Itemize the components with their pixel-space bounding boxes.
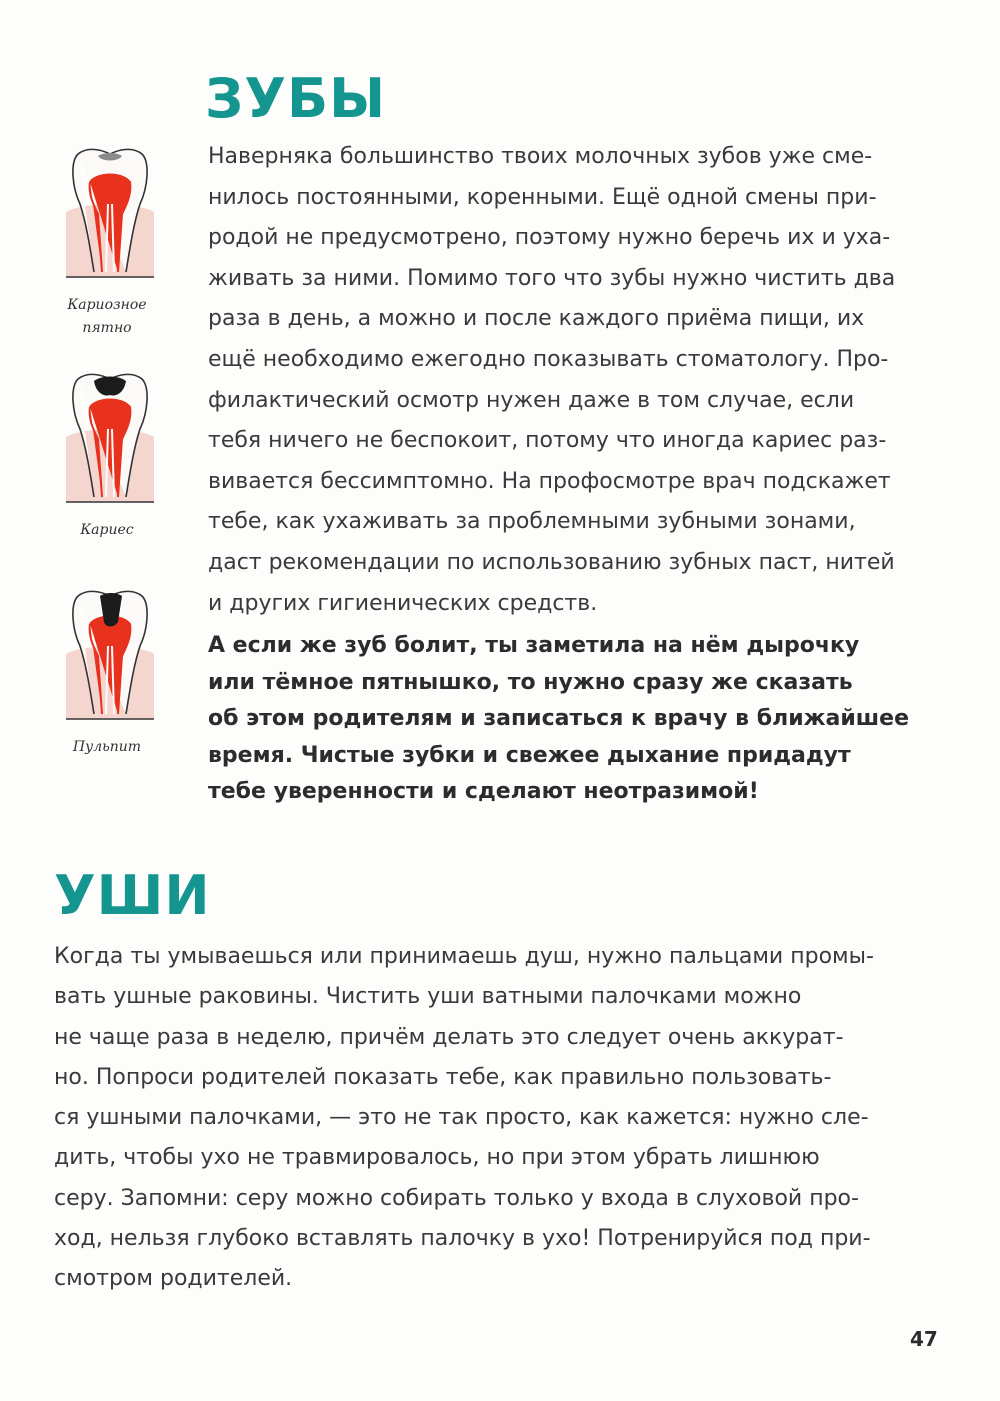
tooth-caries-spot-icon: [60, 142, 160, 282]
tooth-illustration-caries: [60, 367, 160, 542]
caption-caries: Кариес: [80, 522, 134, 538]
page-number: 47: [910, 1327, 938, 1351]
text-line: смотром родителей.: [54, 1266, 293, 1292]
text-line: серу. Запомни: серу можно собирать только у входа в слуховой про-: [54, 1185, 859, 1211]
bold-line: тебе уверенности и сделают неотразимой!: [208, 779, 759, 805]
text-line: ещё необходимо ежегодно показывать стоматологу. Про-: [208, 346, 889, 372]
text-line: тебя ничего не беспокоит, потому что иногда кариес раз-: [208, 428, 887, 454]
text-line: и других гигиенических средств.: [208, 590, 598, 616]
caption-pulpitis: Пульпит: [72, 739, 142, 755]
text-line: живать за ними. Помимо того что зубы нужно чистить два: [208, 265, 896, 291]
bold-line: или тёмное пятнышко, то нужно сразу же сказать: [208, 669, 853, 695]
bold-line: об этом родителям и записаться к врачу в ближайшее: [208, 706, 910, 732]
bold-line: время. Чистые зубки и свежее дыхание придадут: [208, 742, 851, 768]
ears-paragraph: [54, 937, 874, 1300]
text-line: Наверняка большинство твоих молочных зубов уже сме-: [208, 144, 873, 169]
text-line: дить, чтобы ухо не травмировалось, но при этом убрать лишнюю: [54, 1145, 820, 1171]
caption-caries-spot: Кариозное пятно: [67, 297, 147, 336]
text-line: нилось постоянными, коренными. Ещё одной смены при-: [208, 184, 877, 210]
text-line: даст рекомендации по использованию зубных паст, нитей: [208, 549, 895, 575]
teeth-heading: ЗУБЫ: [205, 67, 387, 130]
teeth-paragraph: [208, 137, 895, 624]
text-line: тебе, как ухаживать за проблемными зубными зонами,: [208, 509, 856, 535]
tooth-illustration-pulpitis: [60, 584, 160, 759]
bold-line: А если же зуб болит, ты заметила на нём дырочку: [208, 633, 860, 658]
text-line: вать ушные раковины. Чистить уши ватными палочками можно: [54, 984, 802, 1010]
text-line: но. Попроси родителей показать тебе, как правильно пользовать-: [54, 1064, 832, 1090]
text-line: филактический осмотр нужен даже в том случае, если: [208, 387, 855, 413]
ears-heading: УШИ: [54, 864, 211, 927]
text-line: ход, нельзя глубоко вставлять палочку в ухо! Потренируйся под при-: [54, 1226, 871, 1252]
tooth-illustration-caries-spot: [60, 142, 160, 340]
tooth-pulpitis-icon: [60, 584, 160, 724]
text-line: ся ушными палочками, — это не так просто, как кажется: нужно сле-: [54, 1105, 869, 1131]
teeth-warning-paragraph: [208, 628, 909, 811]
tooth-caries-icon: [60, 367, 160, 507]
text-line: родой не предусмотрено, поэтому нужно беречь их и уха-: [208, 225, 891, 251]
text-line: не чаще раза в неделю, причём делать это следует очень аккурат-: [54, 1024, 844, 1050]
text-line: вивается бессимптомно. На профосмотре врач подскажет: [208, 468, 891, 494]
text-line: раза в день, а можно и после каждого приёма пищи, их: [208, 306, 865, 332]
text-line: Когда ты умываешься или принимаешь душ, нужно пальцами промы-: [54, 944, 874, 969]
